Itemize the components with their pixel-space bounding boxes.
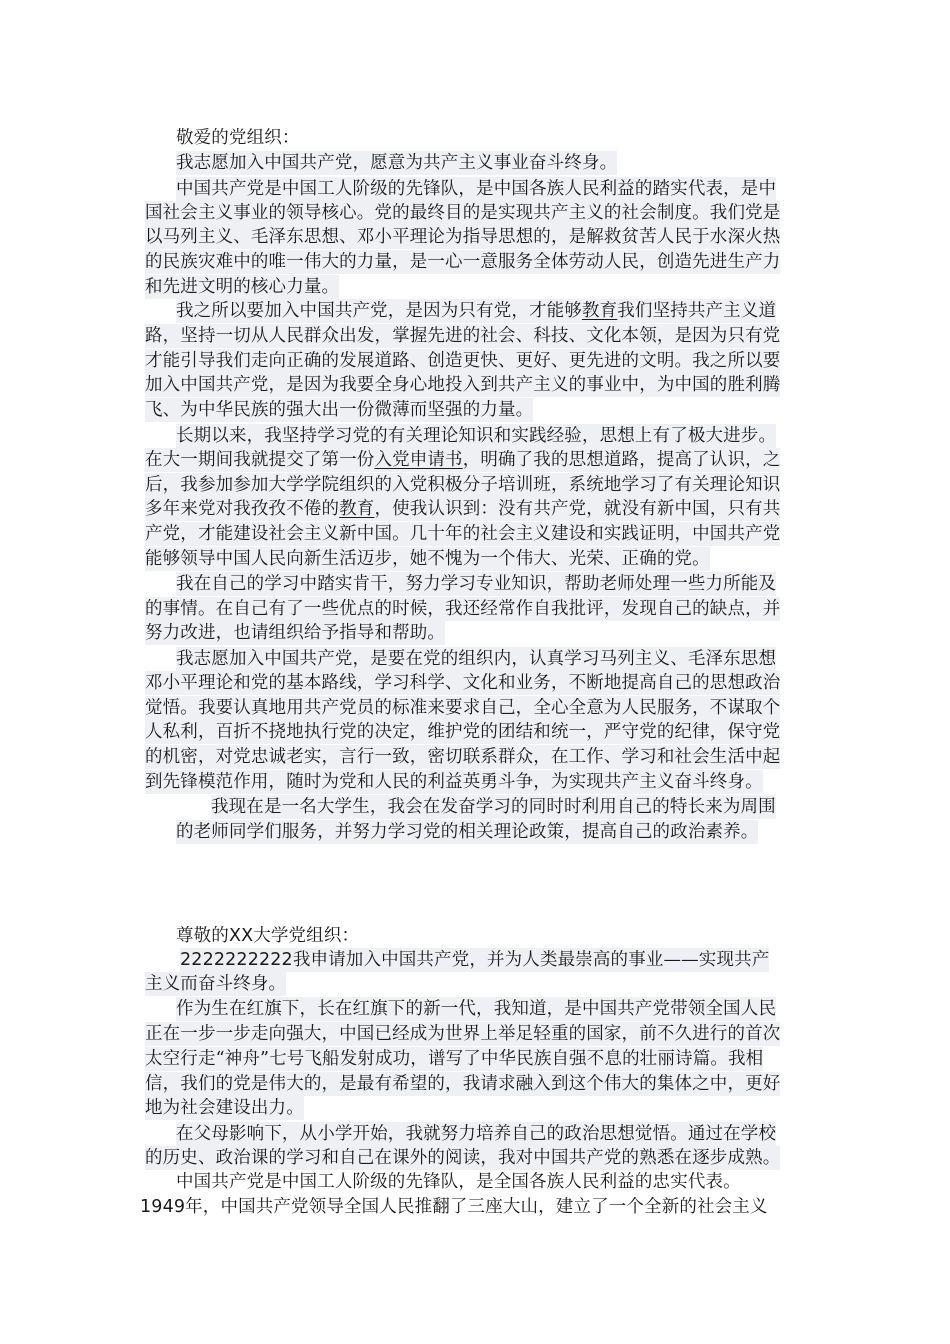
paragraph-line: 和先进文明的核心力量。 (145, 277, 340, 297)
link-jiaoyu[interactable]: 教育 (581, 301, 618, 321)
paragraph-line: 的事情。在自己有了一些优点的时候，我还经常作自我批评，发现自己的缺点，并 (145, 599, 781, 619)
paragraph-line: 正在一步一步走向强大，中国已经成为世界上举足轻重的国家，前不久进行的首次 (145, 1024, 781, 1044)
paragraph-line: 的机密，对党忠诚老实，言行一致，密切联系群众，在工作、学习和社会生活中起 (145, 747, 781, 767)
paragraph-line: 到先锋模范作用，随时为党和人民的利益英勇斗争，为实现共产主义奋斗终身。 (145, 772, 763, 792)
paragraph-line: 我志愿加入中国共产党，是要在党的组织内，认真学习马列主义、毛泽东思想 (176, 649, 777, 669)
paragraph-line (180, 948, 769, 972)
paragraph-line: 后，我参加参加大学学院组织的入党积极分子培训班，系统地学习了有关理论知识 (145, 475, 781, 495)
paragraph-line: 努力改进，也请组织给予指导和帮助。 (145, 623, 446, 643)
paragraph-line: 在父母影响下，从小学开始，我就努力培养自己的政治思想觉悟。通过在学校 (176, 1124, 777, 1144)
paragraph-line: 觉悟。我要认真地用共产党员的标准来要求自己，全心全意为人民服务，不谋取个 (145, 698, 781, 718)
paragraph-line: 的老师同学们服务，并努力学习党的相关理论政策，提高自己的政治素养。 (176, 822, 759, 842)
paragraph-line: 太空行走“神舟”七号飞船发射成功，谱写了中华民族自强不息的壮丽诗篇。我相 (145, 1049, 764, 1069)
paragraph-line (145, 497, 780, 521)
paragraph-line: 的历史、政治课的学习和自己在课外的阅读，我对中国共产党的熟悉在逐步成熟。 (145, 1148, 781, 1168)
paragraph-line: 主义而奋斗终身。 (145, 974, 287, 994)
paragraph-line: 作为生在红旗下，长在红旗下的新一代，我知道，是中国共产党带领全国人民 (176, 999, 777, 1019)
paragraph-line: 中国共产党是中国工人阶级的先锋队，是中国各族人民利益的踏实代表，是中 (176, 179, 777, 199)
paragraph-line: 的民族灾难中的唯一伟大的力量，是一心一意服务全体劳动人民，创造先进生产力 (145, 252, 781, 272)
paragraph-line: 邓小平理论和党的基本路线，学习科学、文化和业务，不断地提高自己的思想政治 (145, 673, 781, 693)
year-span: 1949 (140, 1197, 186, 1217)
paragraph-line: 我志愿加入中国共产党，愿意为共产主义事业奋斗终身。 (176, 153, 618, 173)
paragraph-line: 我在自己的学习中踏实肯干，努力学习专业知识，帮助老师处理一些力所能及 (176, 574, 777, 594)
paragraph-line: 能够领导中国人民向新生活迈步，她不愧为一个伟大、光荣、正确的党。 (145, 549, 710, 569)
salutation-2 (176, 924, 359, 948)
paragraph-line (145, 448, 780, 472)
text-span: 我申请加入中国共产党，并为人类最崇高的事业——实现共产 (292, 950, 770, 970)
paragraph-line: 飞、为中华民族的强大出一份微薄而坚强的力量。 (145, 400, 534, 420)
paragraph-line (176, 299, 776, 323)
paragraph-line: 地为社会建设出力。 (145, 1098, 304, 1118)
paragraph-line: 中国共产党是中国工人阶级的先锋队，是全国各族人民利益的忠实代表。 (176, 1172, 741, 1192)
paragraph-line: 以马列主义、毛泽东思想、邓小平理论为指导思想的，是解救贫苦人民于水深火热 (145, 227, 781, 247)
text-span: 大学党组织： (253, 926, 360, 946)
text-span: 年，中国共产党领导全国人民推翻了三座大山，建立了一个全新的社会主义 (185, 1197, 768, 1217)
paragraph-line: 路，坚持一切从人民群众出发，掌握先进的社会、科技、文化本领，是因为只有党 (145, 326, 781, 346)
text-span: 我之所以要加入中国共产党，是因为只有党，才能够 (176, 301, 582, 321)
text-span: 我们坚持共产主义道 (617, 301, 777, 321)
text-span: ，使我认识到：没有共产党，就没有新中国，只有共 (374, 499, 781, 519)
paragraph-line: 加入中国共产党，是因为我要全身心地投入到共产主义的事业中，为中国的胜利腾 (145, 375, 781, 395)
paragraph-line: 信，我们的党是伟大的，是最有希望的，我请求融入到这个伟大的集体之中，更好 (145, 1074, 781, 1094)
text-span: 在大一期间我就提交了第一份 (145, 450, 375, 470)
paragraph-line: 才能引导我们走向正确的发展道路、创造更快、更好、更先进的文明。我之所以要 (145, 351, 781, 371)
text-span: ，明确了我的思想道路，提高了认识，之 (462, 450, 781, 470)
number-span: 2222222222 (180, 950, 293, 970)
paragraph-line: 人私利，百折不挠地执行党的决定，维护党的团结和统一，严守党的纪律，保守党 (145, 722, 781, 742)
paragraph-line (140, 1195, 768, 1219)
text-span: 多年来党对我孜孜不倦的 (145, 499, 340, 519)
link-application[interactable]: 入党申请书 (374, 450, 463, 470)
paragraph-line: 长期以来，我坚持学习党的有关理论知识和实践经验，思想上有了极大进步。 (176, 426, 777, 446)
text-span: 尊敬的 (176, 926, 229, 946)
paragraph-line: 产党，才能建设社会主义新中国。几十年的社会主义建设和实践证明，中国共产党 (145, 524, 781, 544)
paragraph-line: 我现在是一名大学生，我会在发奋学习的同时时利用自己的特长来为周围 (211, 797, 776, 817)
salutation-1: 敬爱的党组织： (176, 128, 300, 148)
link-jiaoyu-2[interactable]: 教育 (339, 499, 375, 519)
text-span: XX (228, 926, 254, 946)
paragraph-line: 国社会主义事业的领导核心。党的最终目的是实现共产主义的社会制度。我们党是 (145, 203, 781, 223)
